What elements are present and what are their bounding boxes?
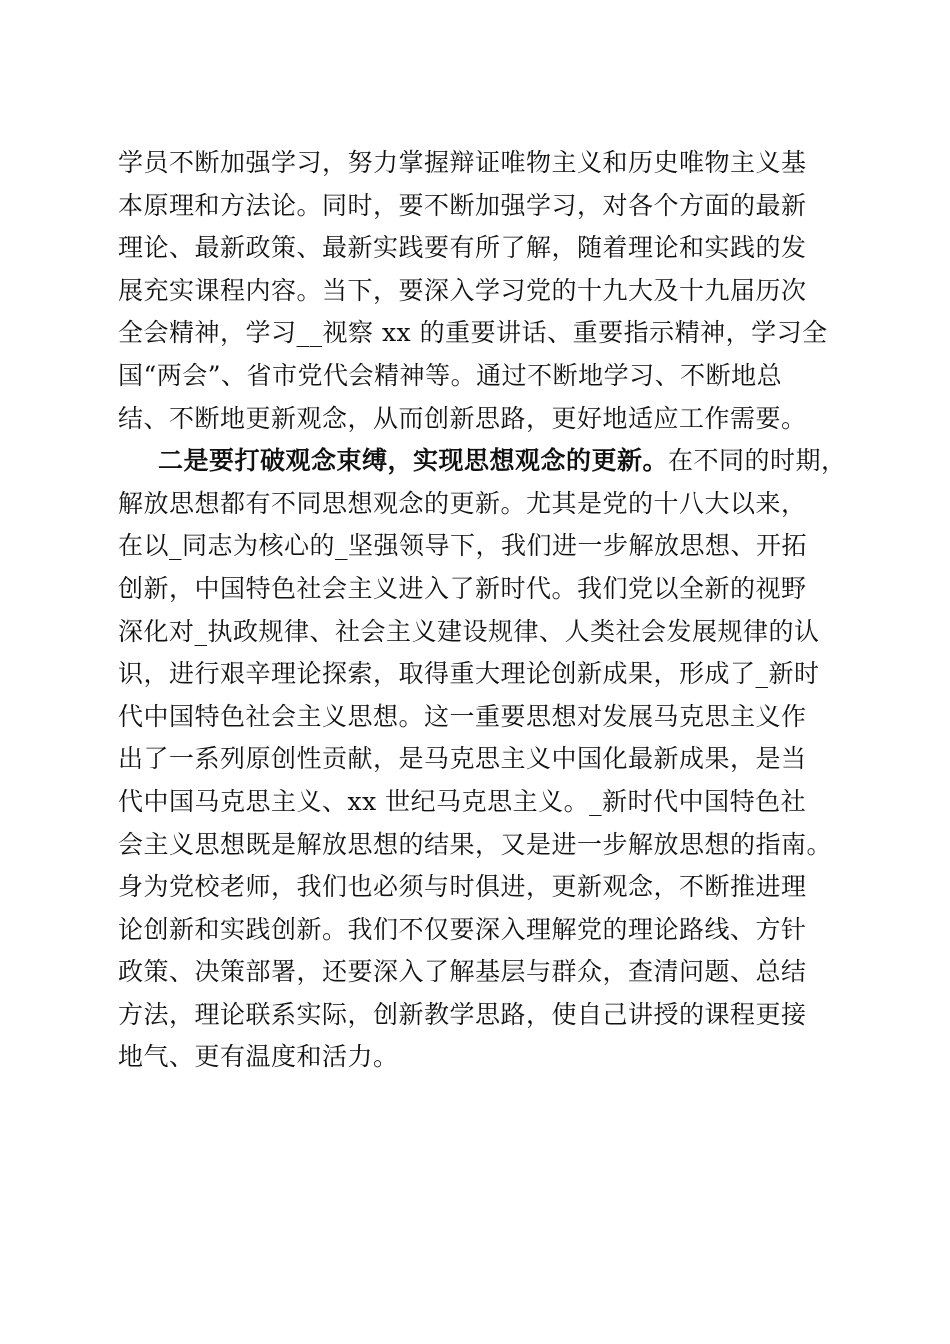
paragraph-2-heading: 二是要打破观念束缚，实现思想观念的更新。 [158,446,669,476]
text-line: 深化对_执政规律、社会主义建设规律、人类社会发展规律的认 [118,616,820,646]
text-line: 理论、最新政策、最新实践要有所了解，随着理论和实践的发 [118,233,807,263]
text-line: 方法，理论联系实际，创新教学思路，使自己讲授的课程更接 [118,999,807,1029]
text-line: 展充实课程内容。当下，要深入学习党的十九大及十九届历次 [118,275,807,305]
text-line: 识，进行艰辛理论探索，取得重大理论创新成果，形成了_新时 [118,659,820,689]
text-line: 本原理和方法论。同时，要不断加强学习，对各个方面的最新 [118,190,807,220]
paragraph-1 [118,142,858,440]
text-line: 国“两会”、省市党代会精神等。通过不断地学习、不断地总 [118,360,783,390]
text-line: 会主义思想既是解放思想的结果，又是进一步解放思想的指南。 [118,829,833,859]
text-line: 结、不断地更新观念，从而创新思路，更好地适应工作需要。 [118,403,807,433]
text-line: 学员不断加强学习，努力掌握辩证唯物主义和历史唯物主义基 [118,148,807,177]
text-line: 全会精神，学习__视察 xx 的重要讲话、重要指示精神，学习全 [118,318,828,348]
text-line: 身为党校老师，我们也必须与时俱进，更新观念，不断推进理 [118,872,807,902]
text-line: 代中国马克思主义、xx 世纪马克思主义。_新时代中国特色社 [118,786,807,816]
text-line: 代中国特色社会主义思想。这一重要思想对发展马克思主义作 [118,701,807,731]
document-body [118,142,858,1079]
text-line: 在以_同志为核心的_坚强领导下，我们进一步解放思想、开拓 [118,531,808,561]
text-line: 解放思想都有不同思想观念的更新。尤其是党的十八大以来， [118,488,807,518]
text-line: 创新，中国特色社会主义进入了新时代。我们党以全新的视野 [118,573,807,603]
text-line: 政策、决策部署，还要深入了解基层与群众，查清问题、总结 [118,957,807,987]
text-line: 论创新和实践创新。我们不仅要深入理解党的理论路线、方针 [118,914,807,944]
text-line: 出了一系列原创性贡献，是马克思主义中国化最新成果，是当 [118,744,807,774]
paragraph-2-first-line-rest: 在不同的时期， [668,446,847,476]
paragraph-2-first-line [118,440,858,483]
paragraph-2 [118,440,858,1079]
text-line: 地气、更有温度和活力。 [118,1042,399,1072]
